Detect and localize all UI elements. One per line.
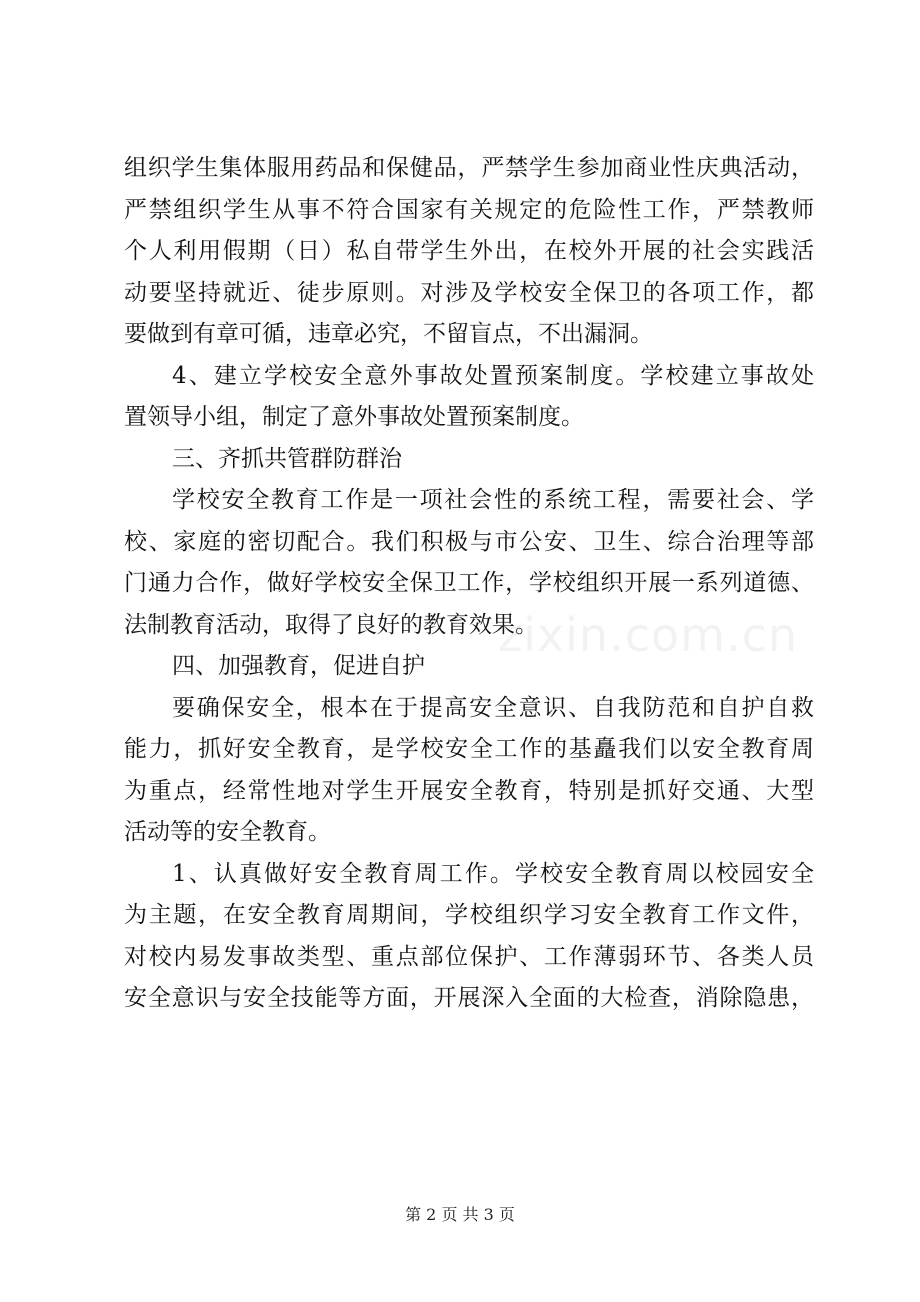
body-text [124, 148, 814, 1020]
text-line: 能力，抓好安全教育，是学校安全工作的基矗我们以安全教育周 [124, 736, 814, 762]
text-line: 4、建立学校安全意外事故处置预案制度。学校建立事故处 [172, 362, 814, 389]
text-line: 学校安全教育工作是一项社会性的系统工程，需要社会、学 [172, 487, 814, 513]
text-line: 置领导小组，制定了意外事故处置预案制度。 [124, 404, 584, 430]
text-line: 组织学生集体服用药品和保健品，严禁学生参加商业性庆典活动， [124, 155, 814, 181]
text-line: 动要坚持就近、徒步原则。对涉及学校安全保卫的各项工作，都 [124, 279, 814, 306]
text-line: 法制教育活动，取得了良好的教育效果。 [124, 611, 538, 638]
text-line: 为重点，经常性地对学生开展安全教育，特别是抓好交通、大型 [124, 777, 814, 804]
text-line: 1、认真做好安全教育周工作。学校安全教育周以校园安全 [172, 860, 814, 887]
text-line: 安全意识与安全技能等方面，开展深入全面的大检查，消除隐患， [124, 985, 814, 1011]
text-line: 门通力合作，做好学校安全保卫工作，学校组织开展一系列道德、 [124, 570, 814, 596]
text-line: 对校内易发事故类型、重点部位保护、工作薄弱环节、各类人员 [124, 943, 814, 970]
section-heading: 三、齐抓共管群防群治 [172, 445, 402, 472]
watermark: zixin.com.cn [498, 608, 799, 662]
text-line: 要确保安全，根本在于提高安全意识、自我防范和自护自救 [172, 694, 814, 721]
page-footer: 第 2 页 共 3 页 [405, 1205, 515, 1224]
text-line: 严禁组织学生从事不符合国家有关规定的危险性工作，严禁教师 [124, 196, 814, 223]
text-line: 活动等的安全教育。 [124, 819, 331, 845]
text-line: 个人利用假期（日）私自带学生外出，在校外开展的社会实践活 [124, 238, 814, 264]
text-line: 校、家庭的密切配合。我们积极与市公安、卫生、综合治理等部 [124, 528, 814, 555]
section-heading: 四、加强教育，促进自护 [172, 653, 425, 679]
text-line: 为主题，在安全教育周期间，学校组织学习安全教育工作文件， [124, 902, 814, 928]
text-line: 要做到有章可循，违章必究，不留盲点，不出漏洞。 [124, 321, 653, 347]
